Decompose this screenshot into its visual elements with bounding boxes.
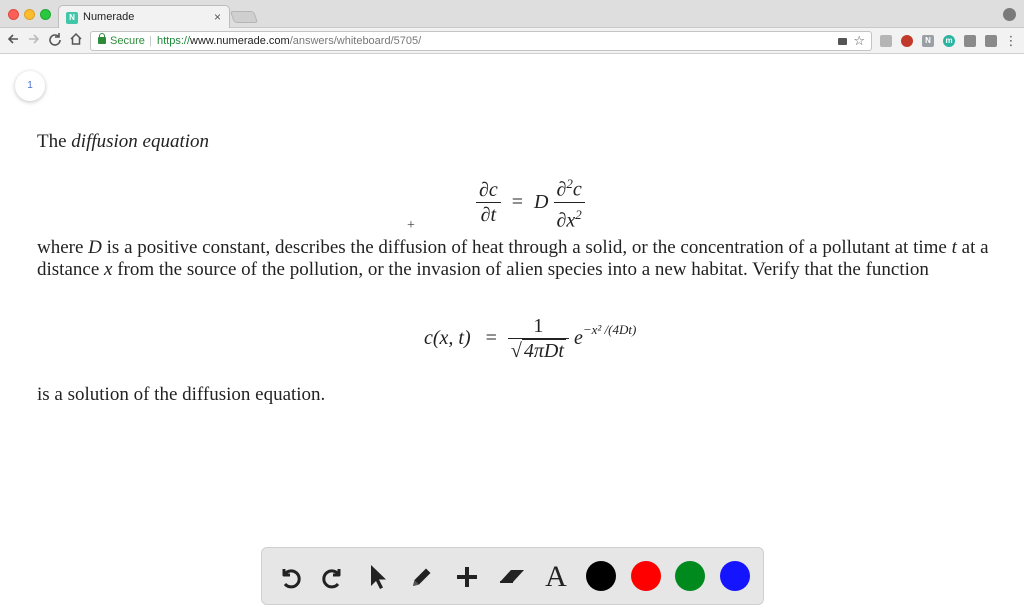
eraser-icon[interactable] — [497, 562, 527, 592]
reload-icon[interactable] — [46, 32, 64, 50]
rhs-numerator — [554, 172, 585, 203]
whiteboard-toolbar — [261, 547, 764, 605]
select-pointer-icon[interactable] — [363, 562, 393, 592]
url-text[interactable] — [157, 32, 421, 50]
function-lhs: c(x, t) — [424, 327, 471, 349]
window-close-button[interactable] — [8, 9, 19, 20]
tab-close-icon[interactable]: × — [213, 10, 221, 24]
intro-term: diffusion equation — [71, 131, 210, 152]
var-D: D — [88, 237, 102, 258]
rhs-fraction — [554, 172, 585, 232]
problem-paragraph — [37, 237, 1024, 281]
exponential — [573, 322, 637, 350]
diffusion-equation — [476, 172, 585, 232]
redo-icon[interactable] — [319, 562, 349, 592]
home-icon[interactable] — [67, 32, 85, 50]
solution-denominator — [508, 339, 569, 363]
color-green[interactable] — [675, 561, 705, 591]
para-segment-3: at a distance — [37, 237, 989, 280]
text-tool-icon[interactable]: A — [545, 560, 567, 593]
pencil-icon[interactable] — [407, 562, 437, 592]
numerade-favicon-icon: N — [66, 12, 78, 24]
lock-icon — [98, 37, 106, 44]
exp-base: e — [573, 327, 583, 349]
back-icon[interactable] — [4, 32, 22, 50]
para-segment-2: is a positive constant, describes the diffusion of heat through a solid, or the concentration of a pollutant at time — [101, 237, 952, 258]
extension-icon-2[interactable] — [901, 35, 913, 47]
address-bar[interactable] — [90, 31, 872, 51]
para-segment-1: where — [37, 237, 89, 258]
extension-icon-5[interactable] — [964, 35, 976, 47]
crosshair-cursor: + — [407, 218, 415, 233]
intro-text — [37, 131, 209, 153]
lhs-numerator: ∂c — [476, 178, 501, 203]
window-maximize-button[interactable] — [40, 9, 51, 20]
equals-sign: = — [511, 190, 524, 213]
rhs-denominator — [554, 203, 585, 233]
solution-numerator: 1 — [508, 314, 569, 339]
url-separator: | — [149, 35, 152, 47]
extension-icon-1[interactable] — [880, 35, 892, 47]
forward-icon[interactable] — [25, 32, 43, 50]
extension-icon-6[interactable] — [985, 35, 997, 47]
add-icon[interactable] — [452, 562, 482, 592]
window-minimize-button[interactable] — [24, 9, 35, 20]
rhs-num-partial: ∂ — [556, 178, 567, 201]
bookmark-star-icon[interactable]: ☆ — [853, 33, 865, 48]
lhs-denominator: ∂t — [480, 203, 497, 226]
profile-icon[interactable] — [1003, 8, 1016, 21]
color-black[interactable] — [586, 561, 616, 591]
browser-toolbar — [0, 28, 1024, 54]
conclusion-text: is a solution of the diffusion equation. — [37, 384, 326, 405]
para-segment-4: from the source of the pollution, or the invasion of alien species into a new habitat. Verify that the function — [112, 259, 929, 280]
equals-sign-2: = — [485, 327, 497, 349]
solution-fraction — [508, 314, 569, 363]
new-tab-button[interactable] — [230, 11, 258, 23]
secure-label: Secure — [110, 35, 145, 47]
rhs-den-partial: ∂x — [556, 209, 576, 232]
intro-prefix: The — [37, 131, 72, 152]
color-red[interactable] — [631, 561, 661, 591]
menu-more-icon[interactable]: ⋮ — [1004, 33, 1018, 48]
var-x: x — [104, 259, 113, 280]
extension-icon-4[interactable]: m — [943, 35, 955, 47]
url-path: /answers/whiteboard/5705/ — [289, 35, 422, 47]
browser-tab-numerade[interactable] — [58, 5, 230, 29]
rhs-num-exponent: 2 — [566, 176, 573, 191]
sqrt-symbol: √ — [510, 340, 522, 362]
diffusion-coefficient: D — [534, 190, 549, 213]
url-host: www.numerade.com — [190, 35, 290, 47]
sqrt-radicand: 4πDt — [523, 340, 564, 362]
tab-title: Numerade — [83, 11, 135, 23]
undo-icon[interactable] — [274, 562, 304, 592]
extension-icon-3[interactable]: N — [922, 35, 934, 47]
video-camera-icon[interactable] — [838, 38, 847, 45]
page-number-badge[interactable]: 1 — [15, 71, 45, 101]
solution-function — [424, 314, 636, 363]
lhs-fraction — [476, 178, 501, 227]
rhs-den-exponent: 2 — [575, 206, 582, 222]
url-scheme: https:// — [157, 35, 191, 47]
exp-exponent: −x² /(4Dt) — [582, 322, 637, 337]
rhs-num-var: c — [572, 178, 582, 201]
var-t: t — [951, 237, 957, 258]
browser-titlebar — [0, 0, 1024, 28]
color-blue[interactable] — [720, 561, 750, 591]
